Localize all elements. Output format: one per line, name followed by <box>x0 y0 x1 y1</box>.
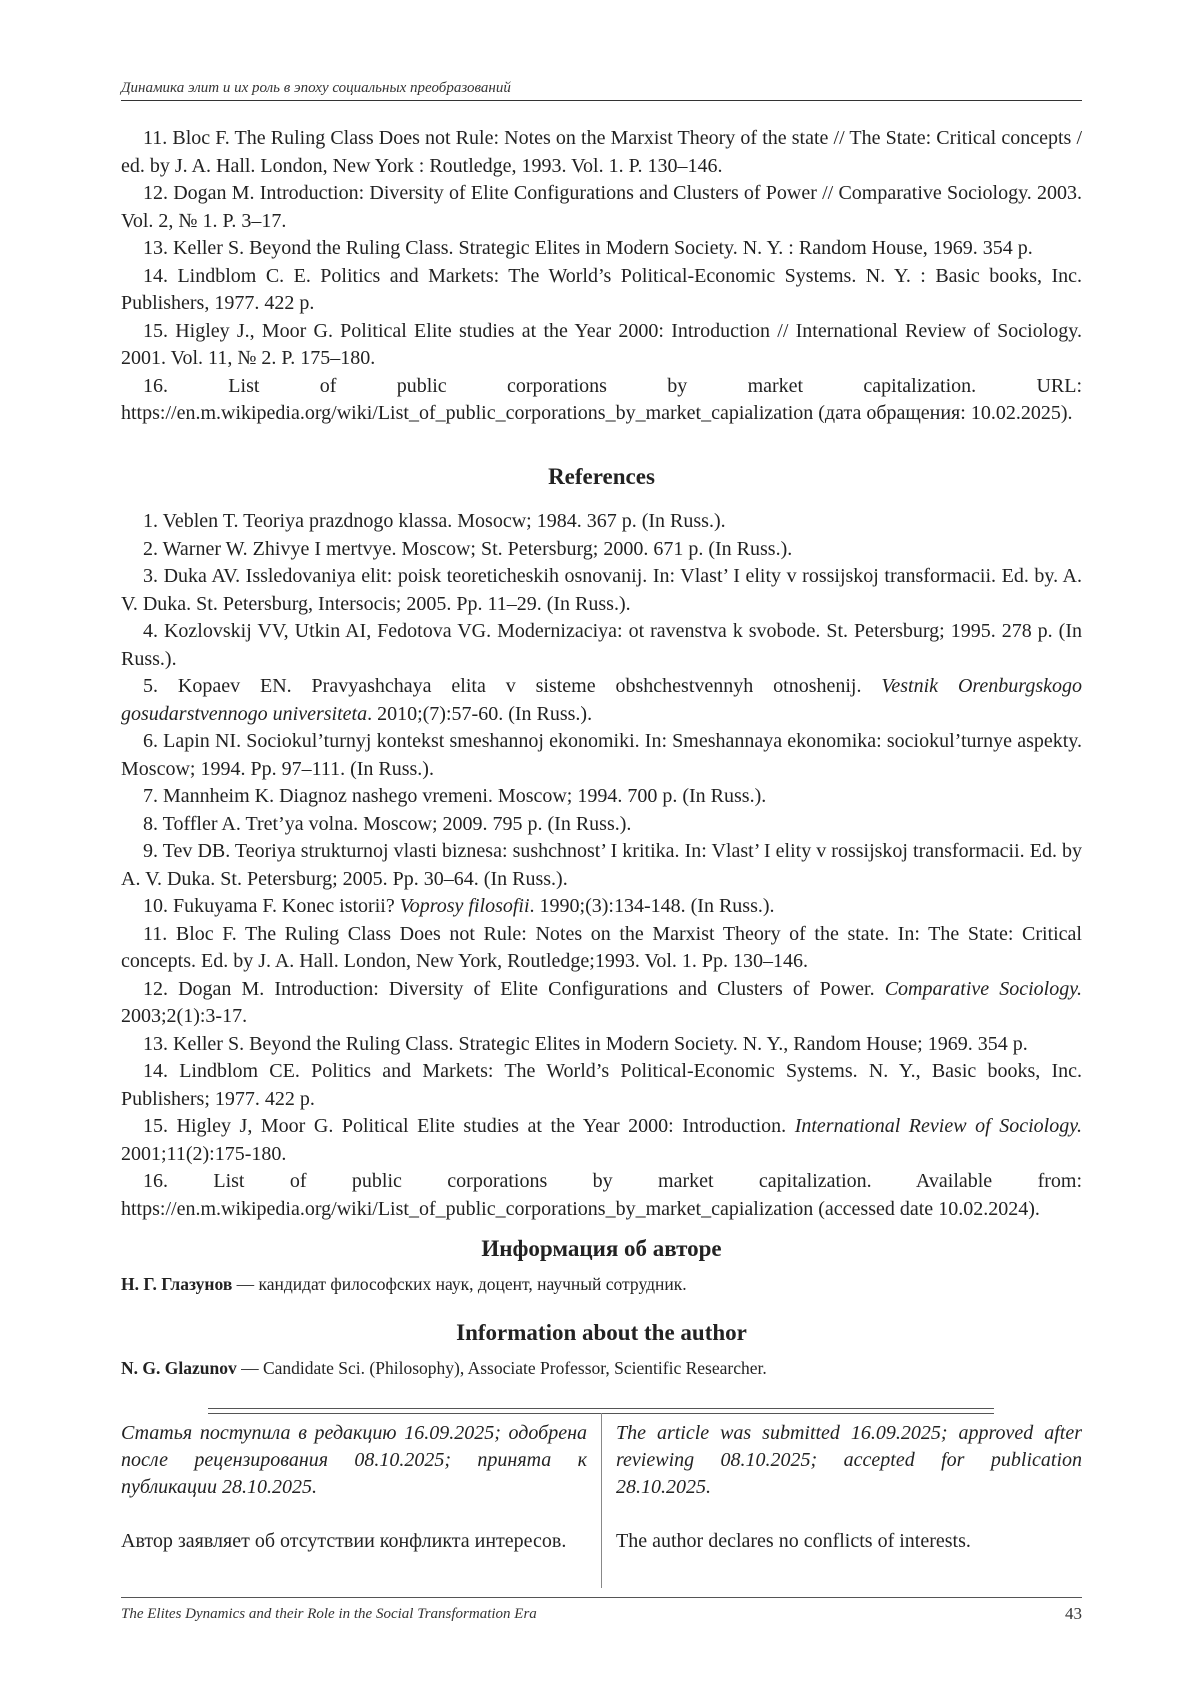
journal-title: Voprosy filosofii <box>399 895 530 917</box>
conflict-statement-ru: Автор заявляет об отсутствии конфликта интересов. <box>121 1530 567 1552</box>
reference-item: 16. List of public corporations by market capitalization. Available from: https://en.m.wikipedia.org/wiki/List_of_public_corporations_by_market_capialization (accessed date 10.02.2024). <box>121 1170 1082 1220</box>
journal-title: International Review of Sociology. <box>794 1115 1082 1137</box>
references-list <box>121 508 1082 1223</box>
reference-item: 16. List of public corporations by market capitalization. URL: https://en.m.wikipedia.org/wiki/List_of_public_corporations_by_market_capialization (дата обращения: 10.02.2025). <box>121 374 1082 424</box>
reference-item: 8. Toffler A. Tret’ya volna. Moscow; 2009. 795 p. (In Russ.). <box>143 812 632 835</box>
submission-info-en <box>616 1420 1082 1555</box>
author-name-ru: Н. Г. Глазунов <box>121 1274 233 1294</box>
submission-dates-en: The article was submitted 16.09.2025; approved after reviewing 08.10.2025; accepted for publication 28.10.2025. <box>616 1422 1082 1498</box>
russian-references-continued <box>121 125 1082 428</box>
reference-item: 11. Bloc F. The Ruling Class Does not Rule: Notes on the Marxist Theory of the state // The State: Critical concepts / ed. by J. A. Hall. London, New York : Routledge, 1993. Vol. 1. P. 130–146. <box>121 127 1082 177</box>
references-heading: References <box>548 464 655 489</box>
author-info-en <box>121 1358 1082 1379</box>
author-description-ru: — кандидат философских наук, доцент, научный сотрудник. <box>232 1274 687 1294</box>
reference-item: 11. Bloc F. The Ruling Class Does not Rule: Notes on the Marxist Theory of the state. In: The State: Critical concepts. Ed. by J. A. Hall. London, New York, Routledge;1993. Vol. 1. Pp. 130–146. <box>121 922 1082 972</box>
reference-item: 15. Higley J, Moor G. Political Elite studies at the Year 2000: Introduction. International Review of Sociology. 2001;11(2):175-180. <box>121 1115 1082 1165</box>
author-info-ru <box>121 1274 1082 1295</box>
journal-title: Comparative Sociology. <box>884 977 1083 1000</box>
author-name-en: N. G. Glazunov <box>121 1358 237 1378</box>
conflict-statement-en: The author declares no conflicts of interests. <box>616 1530 971 1552</box>
footer-rule <box>121 1597 1082 1598</box>
reference-item: 14. Lindblom C. E. Politics and Markets: The World’s Political-Economic Systems. N. Y. : Basic books, Inc. Publishers, 1977. 422 p. <box>121 264 1082 314</box>
author-description-en: — Candidate Sci. (Philosophy), Associate Professor, Scientific Researcher. <box>236 1358 767 1378</box>
author-info-heading-en: Information about the author <box>456 1320 747 1345</box>
running-footer: The Elites Dynamics and their Role in the Social Transformation Era <box>121 1606 537 1622</box>
reference-item: 1. Veblen T. Teoriya prazdnogo klassa. Mosocw; 1984. 367 p. (In Russ.). <box>143 510 726 532</box>
reference-item: 12. Dogan M. Introduction: Diversity of Elite Configurations and Clusters of Power // Comparative Sociology. 2003. Vol. 2, № 1. P. 3–17. <box>121 182 1082 232</box>
reference-item: 7. Mannheim K. Diagnoz nashego vremeni. Moscow; 1994. 700 p. (In Russ.). <box>143 785 767 807</box>
reference-item: 9. Tev DB. Teoriya strukturnoj vlasti biznesa: sushchnost’ I kritika. In: Vlast’ I elity v rossijskoj transformacii. Ed. by A. V. Duka. St. Petersburg; 2005. Pp. 30–64. (In Russ.). <box>121 840 1082 890</box>
journal-title: Vestnik Orenburgskogo gosudarstvennogo universiteta <box>121 675 1083 725</box>
reference-item: 3. Duka AV. Issledovaniya elit: poisk teoreticheskih osnovanij. In: Vlast’ I elity v rossijskoj transformacii. Ed. by. A. V. Duka. St. Petersburg, Intersocis; 2005. Pp. 11–29. (In Russ.). <box>121 565 1082 615</box>
reference-item: 14. Lindblom CE. Politics and Markets: The World’s Political-Economic Systems. N. Y., Basic books, Inc. Publishers; 1977. 422 p. <box>121 1060 1082 1110</box>
page-number: 43 <box>1065 1604 1082 1623</box>
reference-item: 6. Lapin NI. Sociokul’turnyj kontekst smeshannoj ekonomiki. In: Smeshannaya ekonomika: sociokul’turnye aspekty. Moscow; 1994. Pp. 97–111. (In Russ.). <box>121 730 1082 780</box>
reference-item: 13. Keller S. Beyond the Ruling Class. Strategic Elites in Modern Society. N. Y., Random House; 1969. 354 p. <box>143 1032 1028 1055</box>
reference-item: 10. Fukuyama F. Konec istorii? Voprosy filosofii. 1990;(3):134-148. (In Russ.). <box>143 895 775 917</box>
author-info-heading-ru: Информация об авторе <box>481 1236 722 1261</box>
reference-item: 2. Warner W. Zhivye I mertvye. Moscow; St. Petersburg; 2000. 671 p. (In Russ.). <box>143 537 793 560</box>
submission-info-ru <box>121 1420 587 1555</box>
reference-item: 4. Kozlovskij VV, Utkin AI, Fedotova VG. Modernizaciya: ot ravenstva k svobode. St. Petersburg; 1995. 278 p. (In Russ.). <box>121 620 1082 670</box>
reference-item: 15. Higley J., Moor G. Political Elite studies at the Year 2000: Introduction // International Review of Sociology. 2001. Vol. 11, № 2. P. 175–180. <box>121 319 1082 369</box>
running-header: Динамика элит и их роль в эпоху социальных преобразований <box>121 80 1082 101</box>
reference-item: 12. Dogan M. Introduction: Diversity of Elite Configurations and Clusters of Power. Comparative Sociology. 2003;2(1):3-17. <box>121 977 1083 1027</box>
submission-dates-ru: Статья поступила в редакцию 16.09.2025; одобрена после рецензирования 08.10.2025; принята к публикации 28.10.2025. <box>121 1422 587 1498</box>
column-divider <box>601 1413 602 1588</box>
reference-item: 5. Kopaev EN. Pravyashchaya elita v sisteme obshchestvennyh otnoshenij. Vestnik Orenburgskogo gosudarstvennogo universiteta. 2010;(7):57-60. (In Russ.). <box>121 675 1083 725</box>
reference-item: 13. Keller S. Beyond the Ruling Class. Strategic Elites in Modern Society. N. Y. : Random House, 1969. 354 p. <box>143 237 1033 259</box>
